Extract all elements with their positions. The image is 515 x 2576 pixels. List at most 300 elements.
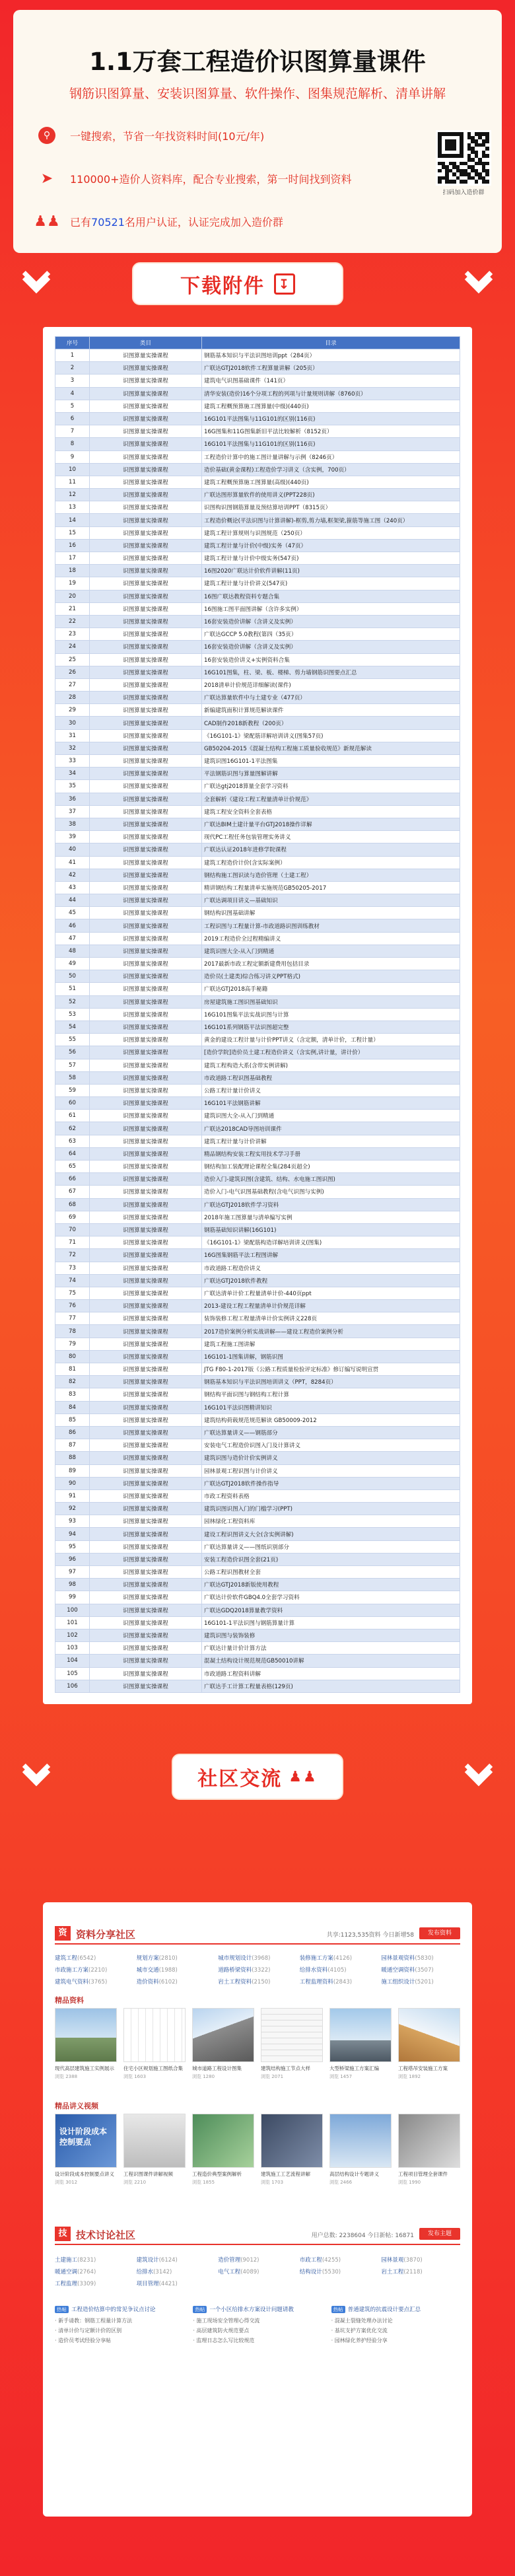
thumbnail-image[interactable] xyxy=(329,2008,392,2062)
thumbnail-image[interactable] xyxy=(192,2008,254,2062)
row-directory[interactable]: 建筑工程概预算施工图算量(高级)(440页) xyxy=(202,476,460,488)
row-category: 识图算量实操课程 xyxy=(90,958,202,970)
post-title[interactable] xyxy=(331,2305,460,2313)
row-index: 19 xyxy=(55,577,90,590)
row-category: 识图算量实操课程 xyxy=(90,742,202,754)
row-directory[interactable]: 广联达清单计价工程量清单计价-440页ppt xyxy=(202,1287,460,1299)
users-count: 70521 xyxy=(91,215,125,229)
forum-link[interactable] xyxy=(300,1954,379,1962)
row-directory[interactable]: 工程识图与工程量计算-市政道路识图训练教材 xyxy=(202,919,460,932)
forum-link-count: (4126) xyxy=(333,1955,353,1962)
forum-link[interactable] xyxy=(137,2268,216,2275)
row-directory[interactable]: 钢结构平面识图与钢结构工程计算 xyxy=(202,1388,460,1401)
publish-topic-button[interactable]: 发布主题 xyxy=(419,2228,460,2240)
row-category: 识图算量实操课程 xyxy=(90,970,202,983)
row-directory[interactable]: 16套安装造价讲解（含讲义及实例） xyxy=(202,615,460,627)
row-category: 识图算量实操课程 xyxy=(90,1503,202,1515)
thumbnail-caption[interactable]: 工程塔吊安装施工方案 xyxy=(398,2065,448,2071)
forum-link-count: (6102) xyxy=(158,1979,178,1986)
row-directory[interactable]: 建筑识图大全-从入门到精通 xyxy=(202,945,460,957)
row-directory[interactable]: 广联达GTJ2018软件学习资料 xyxy=(202,1198,460,1211)
row-directory[interactable]: 精品钢结构安装工程实用技术学习手册 xyxy=(202,1147,460,1160)
thumbnail-caption[interactable]: 工程项目管理全套课件 xyxy=(398,2171,448,2177)
row-directory[interactable]: 公路工程识图教材全套 xyxy=(202,1566,460,1579)
row-directory[interactable]: 广联达GTJ2018软件教程 xyxy=(202,1274,460,1287)
table-row xyxy=(55,1312,460,1325)
row-directory[interactable]: 广联达计量计价计算方法 xyxy=(202,1642,460,1655)
row-category: 识图算量实操课程 xyxy=(90,1401,202,1413)
row-directory[interactable]: 安装工程造价识图全套(21页) xyxy=(202,1553,460,1565)
row-index: 35 xyxy=(55,780,90,793)
row-category: 识图算量实操课程 xyxy=(90,1071,202,1084)
forum-link[interactable] xyxy=(55,1954,134,1962)
row-directory[interactable]: 建筑工程计量与计价讲解 xyxy=(202,1135,460,1147)
forum-link[interactable] xyxy=(55,2256,134,2264)
thumbnail-caption[interactable]: 设计阶段成本控制要点讲义 xyxy=(55,2171,114,2177)
row-directory[interactable]: 广联达算量软件中与土建专业（477页） xyxy=(202,692,460,704)
row-directory[interactable]: 钢筋基本知识与平法识图培训ppt（284页） xyxy=(202,349,460,362)
table-row xyxy=(55,1477,460,1489)
row-category: 识图算量实操课程 xyxy=(90,1464,202,1477)
row-category: 识图算量实操课程 xyxy=(90,1350,202,1363)
users-prefix: 已有 xyxy=(70,215,92,229)
table-row xyxy=(55,1655,460,1667)
row-directory[interactable]: 市政道路工程资料讲解 xyxy=(202,1667,460,1680)
post-link[interactable]: · 造价员考试经验分享帖 xyxy=(55,2338,112,2343)
row-directory[interactable]: 安装电气工程造价识图入门及计算讲义 xyxy=(202,1439,460,1452)
thumbnail-caption[interactable]: 高层结构设计专题讲义 xyxy=(329,2171,379,2177)
row-index: 38 xyxy=(55,818,90,830)
thumbnail-caption[interactable]: 城市道路工程设计图集 xyxy=(192,2065,242,2071)
row-directory[interactable]: 16G101平法图集与11G101的区别(116页) xyxy=(202,412,460,425)
forum-link[interactable] xyxy=(300,1978,379,1986)
table-row xyxy=(55,653,460,666)
table-row xyxy=(55,1161,460,1173)
row-directory[interactable]: 16套安装造价讲义+实例资料合集 xyxy=(202,653,460,666)
forum-link[interactable] xyxy=(381,2256,460,2264)
thumbnail-caption[interactable]: 建筑结构施工节点大样 xyxy=(261,2065,310,2071)
forum-link-count: (2764) xyxy=(77,2269,96,2275)
row-directory[interactable]: 广联达GCCP 5.0教程(第四（35页） xyxy=(202,628,460,641)
table-row xyxy=(55,678,460,691)
post-column xyxy=(55,2305,184,2347)
publish-resource-button[interactable]: 发布资料 xyxy=(419,1927,460,1939)
thumbnail-caption[interactable]: 工程造价典型案例解析 xyxy=(192,2171,242,2177)
post-link[interactable]: · 新手请教：钢筋工程量计算方法 xyxy=(55,2318,133,2324)
row-directory[interactable]: 钢结构施工图识读与造价管理（土建工程） xyxy=(202,869,460,881)
row-directory[interactable]: 建设工程识图讲义大全(含实例讲解) xyxy=(202,1528,460,1540)
row-category: 识图算量实操课程 xyxy=(90,526,202,539)
row-directory[interactable]: 园林绿化工程资料库 xyxy=(202,1515,460,1528)
forum-link[interactable] xyxy=(381,2268,460,2275)
col-header-directory: 目录 xyxy=(202,337,460,349)
row-directory[interactable]: 造价入门-建筑识图(含建筑、结构、水电施工图识图) xyxy=(202,1173,460,1186)
row-directory[interactable]: 广联达2018CAD导图培训课件 xyxy=(202,1122,460,1135)
thumbnail-meta: 浏览 1457 xyxy=(329,2074,353,2079)
row-category: 识图算量实操课程 xyxy=(90,602,202,615)
forum-link-label: 城市规划设计 xyxy=(218,1955,252,1962)
row-directory[interactable]: 广联达手工计算工程量表格(129页) xyxy=(202,1680,460,1692)
thumbnail-card[interactable] xyxy=(261,2114,323,2186)
row-directory[interactable]: 公路工程计量计价讲义 xyxy=(202,1084,460,1096)
table-row xyxy=(55,1338,460,1350)
forum-link[interactable] xyxy=(218,2256,297,2264)
row-directory[interactable]: 建筑工程安全资料全套表格 xyxy=(202,805,460,818)
row-directory[interactable]: 广联达调项目讲义—基础知识 xyxy=(202,894,460,907)
row-category: 识图算量实操课程 xyxy=(90,1579,202,1591)
post-title[interactable] xyxy=(55,2305,184,2313)
thumbnail-meta: 浏览 2466 xyxy=(329,2180,353,2185)
row-directory[interactable]: 广联达GTJ2018软件操作指导 xyxy=(202,1477,460,1489)
row-category: 识图算量实操课程 xyxy=(90,1553,202,1565)
row-directory[interactable]: 全套解析《建设工程工程量清单计价规范》 xyxy=(202,793,460,805)
row-directory[interactable]: 识图构识图钢筋算量及预结算培训PPT（8315页） xyxy=(202,501,460,514)
thumbnail-image[interactable] xyxy=(123,2008,186,2062)
qr-caption: 扫码加入造价群 xyxy=(442,190,485,196)
table-row xyxy=(55,970,460,983)
row-directory[interactable]: 房屋建筑施工图识图基础知识 xyxy=(202,995,460,1008)
thumbnail-card[interactable] xyxy=(398,2114,460,2186)
table-row xyxy=(55,995,460,1008)
row-directory[interactable]: GB50204-2015《混凝土结构工程施工质量验收规范》新规范解读 xyxy=(202,742,460,754)
row-directory[interactable]: 2018年施工图算量与清单编写实例 xyxy=(202,1211,460,1223)
row-directory[interactable]: 装饰装修工程工程量清单计价实例讲义228页 xyxy=(202,1312,460,1325)
table-row xyxy=(55,1540,460,1553)
table-row xyxy=(55,1249,460,1262)
row-directory[interactable]: 建筑识图与造价计价实例讲义 xyxy=(202,1452,460,1464)
row-index: 40 xyxy=(55,843,90,856)
row-directory[interactable]: 建筑识图识图入门的门槛学习(PPT) xyxy=(202,1503,460,1515)
row-directory[interactable]: 16G图集和11G图集新旧平法比较解析（8152页） xyxy=(202,425,460,438)
post-link[interactable]: · 施工现场安全管理心得交流 xyxy=(193,2318,260,2324)
table-row xyxy=(55,932,460,945)
thumbnail-card[interactable] xyxy=(55,2114,117,2186)
table-row xyxy=(55,1173,460,1186)
thumbnail-caption[interactable]: 工程识图课件讲解视频 xyxy=(123,2171,173,2177)
row-directory[interactable]: 建筑识图16G101-1平法图集 xyxy=(202,755,460,768)
forum-link-label: 电气工程 xyxy=(218,2269,241,2275)
course-table xyxy=(55,336,460,1693)
row-index: 29 xyxy=(55,704,90,717)
row-index: 23 xyxy=(55,628,90,641)
forum-link[interactable] xyxy=(218,1966,297,1974)
row-index: 106 xyxy=(55,1680,90,1692)
row-category: 识图算量实操课程 xyxy=(90,793,202,805)
forum-link[interactable] xyxy=(137,2256,216,2264)
row-directory[interactable]: 16图广联达教程资料专题合集 xyxy=(202,590,460,602)
row-directory[interactable]: 16G101系列钢筋平法识图超完整 xyxy=(202,1020,460,1033)
row-directory[interactable]: 市政道路工程造价讲义 xyxy=(202,1262,460,1274)
table-row xyxy=(55,565,460,577)
forum-link-label: 造价管理 xyxy=(218,2257,241,2264)
row-category: 识图算量实操课程 xyxy=(90,1300,202,1312)
row-directory[interactable]: 16G图集钢筋平法工程图讲解 xyxy=(202,1249,460,1262)
thumbnail-image[interactable] xyxy=(55,2114,117,2168)
forum-link-count: (6124) xyxy=(158,2257,178,2264)
thumbnail-caption[interactable]: 建筑施工工艺流程讲解 xyxy=(261,2171,310,2177)
row-directory[interactable]: 16套安装造价讲解（含讲义及实例） xyxy=(202,641,460,653)
thumbnail-image[interactable] xyxy=(398,2114,460,2168)
forum-link-label: 结构设计 xyxy=(299,2269,322,2275)
qr-code-block[interactable] xyxy=(436,130,491,196)
row-directory[interactable]: 广联达认证2018年进修学院课程 xyxy=(202,843,460,856)
thumbnail-caption[interactable]: 现代高层建筑施工实例展示 xyxy=(55,2065,114,2071)
row-directory[interactable]: 广联达GTJ2018高手秘籍 xyxy=(202,983,460,995)
qr-code-icon[interactable] xyxy=(436,130,491,186)
row-category: 识图算量实操课程 xyxy=(90,869,202,881)
table-row xyxy=(55,1350,460,1363)
forum-link-label: 土建施工 xyxy=(55,2257,78,2264)
thumbnail-caption[interactable]: 大型桥梁施工方案汇编 xyxy=(329,2065,379,2071)
row-directory[interactable]: 建筑识图与装饰装修 xyxy=(202,1629,460,1641)
row-directory[interactable]: 造价员(土建类)综合练习讲义PPT格式) xyxy=(202,970,460,983)
row-directory[interactable]: 造价基础(黄金课程)工程造价学习讲义（含实例，700页） xyxy=(202,463,460,476)
row-directory[interactable]: 广联达BIM土建计量平台GTJ2018操作详解 xyxy=(202,818,460,830)
row-directory[interactable]: 建筑工程计量与计价中级实务(547页) xyxy=(202,552,460,565)
forum-share-title[interactable]: 资料分享社区 xyxy=(76,1929,136,1941)
row-directory[interactable]: 16图2020广联达计价软件讲解(11页) xyxy=(202,565,460,577)
forum-link-count: (2810) xyxy=(158,1955,178,1962)
row-directory[interactable]: 广联达gtj2018算量全套学习资料 xyxy=(202,780,460,793)
forum-link[interactable] xyxy=(300,2268,379,2275)
post-link[interactable]: · 高层建筑防火规范要点 xyxy=(193,2328,250,2334)
row-directory[interactable]: 《16G101-1》梁配筋构造详解培训讲义(图集) xyxy=(202,1236,460,1249)
row-category: 识图算量实操课程 xyxy=(90,1477,202,1489)
row-directory[interactable]: 新编建筑面积计算规范解读课件 xyxy=(202,704,460,717)
row-index: 102 xyxy=(55,1629,90,1641)
row-directory[interactable]: 建筑电气识图基础课件（141页） xyxy=(202,375,460,387)
row-directory[interactable]: 2019工程造价全过程精编讲义 xyxy=(202,932,460,945)
row-index: 49 xyxy=(55,958,90,970)
row-index: 65 xyxy=(55,1161,90,1173)
row-directory[interactable]: [造价学院]造价员土建工程造价讲义（含实例,讲计量，讲计价） xyxy=(202,1046,460,1059)
row-category: 识图算量实操课程 xyxy=(90,1515,202,1528)
row-directory[interactable]: 钢筋基本知识与平法识图培训讲义（PPT，8284页） xyxy=(202,1376,460,1388)
forum-share-header xyxy=(55,1922,460,1945)
row-directory[interactable]: 16G101平法钢筋讲解 xyxy=(202,1097,460,1110)
row-directory[interactable]: 黄金的建设工程计量与计价PPT讲义（含定额，清单计价，工程计量） xyxy=(202,1034,460,1046)
thumbnail-caption[interactable]: 住宅小区规划施工图纸合集 xyxy=(123,2065,183,2071)
row-category: 识图算量实操课程 xyxy=(90,666,202,678)
row-index: 30 xyxy=(55,717,90,729)
forum-link[interactable] xyxy=(381,1954,460,1962)
forum-link[interactable] xyxy=(55,1978,134,1986)
thumbnail-meta: 浏览 1892 xyxy=(398,2074,421,2079)
thumbnail-card[interactable] xyxy=(329,2008,392,2080)
forum-link[interactable] xyxy=(218,1954,297,1962)
row-directory[interactable]: 建筑工程计量与计价讲义(547页) xyxy=(202,577,460,590)
thumbnail-image[interactable] xyxy=(123,2114,186,2168)
forum-link-label: 项目管理 xyxy=(136,2281,159,2287)
row-directory[interactable]: 钢结构加工装配理论课程全集(284页超全) xyxy=(202,1161,460,1173)
forum-tech-title[interactable]: 技术讨论社区 xyxy=(76,2229,136,2241)
post-column xyxy=(331,2305,460,2347)
thumbnail-image[interactable] xyxy=(261,2114,323,2168)
row-directory[interactable]: 2013-建设工程工程量清单计价规范详解 xyxy=(202,1300,460,1312)
thumbnail-image[interactable] xyxy=(192,2114,254,2168)
forum-link-label: 工程监理 xyxy=(55,2281,78,2287)
row-category: 识图算量实操课程 xyxy=(90,501,202,514)
row-category: 识图算量实操课程 xyxy=(90,1655,202,1667)
forum-link[interactable] xyxy=(300,1966,379,1974)
thumbnail-card[interactable] xyxy=(398,2008,460,2080)
row-category: 识图算量实操课程 xyxy=(90,678,202,691)
table-row xyxy=(55,1452,460,1464)
forum-link[interactable] xyxy=(55,2279,134,2287)
thumbnail-card[interactable] xyxy=(192,2008,254,2080)
row-index: 45 xyxy=(55,907,90,919)
row-index: 43 xyxy=(55,881,90,894)
row-directory[interactable]: 2018清单计价规范详细解读(课件) xyxy=(202,678,460,691)
row-category: 识图算量实操课程 xyxy=(90,945,202,957)
post-link[interactable]: · 基坑支护方案优化交流 xyxy=(331,2328,388,2334)
post-link[interactable]: · 清单计价与定额计价的区别 xyxy=(55,2328,122,2334)
post-link[interactable]: · 监理日志怎么写比较规范 xyxy=(193,2338,255,2343)
table-row xyxy=(55,1528,460,1540)
row-category: 识图算量实操课程 xyxy=(90,1020,202,1033)
table-row xyxy=(55,1604,460,1616)
row-directory[interactable]: 广联达GDQ2018算量教学资料 xyxy=(202,1604,460,1616)
thumbnail-image[interactable] xyxy=(329,2114,392,2168)
row-directory[interactable]: 现代PC工程任务包装管理实务讲义 xyxy=(202,831,460,843)
row-directory[interactable]: 16G101平法图集与11G101的区别(116页) xyxy=(202,438,460,450)
row-directory[interactable]: 市政工程资料表格 xyxy=(202,1489,460,1502)
row-directory[interactable]: 建筑工程构造大系(含带实例讲解) xyxy=(202,1059,460,1071)
row-directory[interactable]: 16G101图集平法实战识图与计算 xyxy=(202,1008,460,1020)
forum-link-count: (6542) xyxy=(77,1955,96,1962)
thumbnail-image[interactable] xyxy=(55,2008,117,2062)
row-directory[interactable]: 广联达GTJ2018新版使用教程 xyxy=(202,1579,460,1591)
row-directory[interactable]: 16G101-1平法识图与钢筋算量计算 xyxy=(202,1616,460,1629)
forum-logo-icon: 技 xyxy=(55,2227,71,2241)
row-category: 识图算量实操课程 xyxy=(90,590,202,602)
thumbnail-card[interactable] xyxy=(192,2114,254,2186)
row-category: 识图算量实操课程 xyxy=(90,552,202,565)
post-title-text: 普通建筑的抗震设计要点汇总 xyxy=(347,2307,421,2313)
row-category: 识图算量实操课程 xyxy=(90,1540,202,1553)
row-directory[interactable]: 16图施工图平面图讲解（含许多实例） xyxy=(202,602,460,615)
forum-link[interactable] xyxy=(218,1978,297,1986)
row-index: 97 xyxy=(55,1566,90,1579)
users-icon: ♟♟ xyxy=(34,213,60,230)
forum-link[interactable] xyxy=(55,2268,134,2275)
thumbnail-card[interactable] xyxy=(329,2114,392,2186)
row-directory[interactable]: 16G101平法识图精讲知识 xyxy=(202,1401,460,1413)
row-category: 识图算量实操课程 xyxy=(90,1110,202,1122)
forum-link[interactable] xyxy=(218,2268,297,2275)
community-button[interactable] xyxy=(172,1754,343,1800)
forum-link[interactable] xyxy=(137,1954,216,1962)
row-category: 识图算量实操课程 xyxy=(90,450,202,463)
forum-link[interactable] xyxy=(137,1966,216,1974)
thumbnail-image[interactable] xyxy=(398,2008,460,2062)
row-category: 识图算量实操课程 xyxy=(90,375,202,387)
row-directory[interactable]: 工程造价计算中的施工图计量讲解与示例（8246页） xyxy=(202,450,460,463)
forum-link[interactable] xyxy=(300,2256,379,2264)
row-directory[interactable]: 造价入门-电气识图基础教程(含电气识图与实例) xyxy=(202,1186,460,1198)
table-row xyxy=(55,1097,460,1110)
row-directory[interactable]: 广联达算量讲义——图纸识别部分 xyxy=(202,1540,460,1553)
table-row xyxy=(55,1515,460,1528)
row-directory[interactable]: 平法钢筋识图与算量图解讲解 xyxy=(202,768,460,780)
forum-link[interactable] xyxy=(137,2279,216,2287)
download-attachments-button[interactable] xyxy=(132,262,343,305)
row-directory[interactable]: 钢结构识图基础讲解 xyxy=(202,907,460,919)
row-directory[interactable]: 清华安装(造价)16个分项工程的列项与计量规则讲解（8760页） xyxy=(202,387,460,400)
post-title[interactable] xyxy=(193,2305,322,2313)
forum-link[interactable] xyxy=(137,1978,216,1986)
forum-link-count: (4255) xyxy=(322,2257,341,2264)
row-directory[interactable]: 建筑工程计算规则与识图规范（250页） xyxy=(202,526,460,539)
row-directory[interactable]: 2017造价案例分析实战讲解——建设工程造价案例分析 xyxy=(202,1325,460,1338)
forum-tech-stat: 用户总数: 2238604 今日新帖: 16871 xyxy=(311,2233,414,2239)
row-directory[interactable]: 混凝土结构设计规范规范GB50010讲解 xyxy=(202,1655,460,1667)
table-row xyxy=(55,755,460,768)
row-directory[interactable]: 广联达GTJ2018软件工程算量讲解（205页） xyxy=(202,362,460,375)
forum-link[interactable] xyxy=(381,1966,460,1974)
row-directory[interactable]: 市政道路工程识图基础教程 xyxy=(202,1071,460,1084)
table-row xyxy=(55,1300,460,1312)
forum-link-label: 施工组织设计 xyxy=(381,1979,415,1986)
row-directory[interactable]: 广联达图形算量软件的使用讲义(PPT228页) xyxy=(202,489,460,501)
forum-link[interactable] xyxy=(55,1966,134,1974)
row-directory[interactable]: 工程造价概论(平法识图与计算讲解)-框剪,剪力墙,框架梁,箍筋等施工图（240页） xyxy=(202,514,460,526)
row-index: 100 xyxy=(55,1604,90,1616)
table-row xyxy=(55,1135,460,1147)
post-link[interactable]: · 园林绿化养护经验分享 xyxy=(331,2338,388,2343)
row-directory[interactable]: 建筑识图大全-从入门到精通 xyxy=(202,1110,460,1122)
table-row xyxy=(55,1591,460,1604)
table-row xyxy=(55,869,460,881)
thumbnail-image[interactable] xyxy=(261,2008,323,2062)
table-row xyxy=(55,1489,460,1502)
post-link[interactable]: · 混凝土裂缝处理办法讨论 xyxy=(331,2318,393,2324)
table-row xyxy=(55,1046,460,1059)
row-index: 87 xyxy=(55,1439,90,1452)
row-directory[interactable]: 16G101-1图集讲解，钢筋识图 xyxy=(202,1350,460,1363)
row-directory[interactable]: 广联达算量讲义——钢筋部分 xyxy=(202,1426,460,1439)
table-row xyxy=(55,387,460,400)
row-directory[interactable]: 建筑工程施工图讲解 xyxy=(202,1338,460,1350)
row-directory[interactable]: 2017最新市政工程定额新建费用包括目录 xyxy=(202,958,460,970)
forum-link-count: (3765) xyxy=(88,1979,108,1986)
row-directory[interactable]: 建筑工程计量与计价(中级)实务（47页） xyxy=(202,539,460,552)
forum-link[interactable] xyxy=(381,1978,460,1986)
table-row xyxy=(55,1503,460,1515)
row-directory[interactable]: 《16G101-1》梁配筋详解培训讲义(图集57页) xyxy=(202,729,460,742)
row-directory[interactable]: 园林景观工程识图与计价讲义 xyxy=(202,1464,460,1477)
thumbnail-card[interactable] xyxy=(123,2114,186,2186)
row-directory[interactable]: 建筑结构荷载规范规范解读 GB50009-2012 xyxy=(202,1413,460,1426)
row-directory[interactable]: JTG F80-1-2017版《公路工程质量检验评定标准》修订编写说明宣贯 xyxy=(202,1363,460,1376)
row-index: 41 xyxy=(55,856,90,869)
thumbnail-card[interactable] xyxy=(261,2008,323,2080)
gallery-grid xyxy=(55,2008,460,2080)
row-directory[interactable]: 16G101图集，柱、梁、板、楼梯、剪力墙钢筋识图要点汇总 xyxy=(202,666,460,678)
row-directory[interactable]: CAD制作2018新教程（200页） xyxy=(202,717,460,729)
row-directory[interactable]: 精讲钢结构工程量清单实施规范GB50205-2017 xyxy=(202,881,460,894)
row-directory[interactable]: 建筑工程造价计价(含实际案例） xyxy=(202,856,460,869)
row-directory[interactable]: 广联达计价软件GBQ4.0全套学习资料 xyxy=(202,1591,460,1604)
row-category: 识图算量实操课程 xyxy=(90,400,202,412)
row-index: 77 xyxy=(55,1312,90,1325)
thumbnail-card[interactable] xyxy=(55,2008,117,2080)
row-category: 识图算量实操课程 xyxy=(90,831,202,843)
row-directory[interactable]: 钢筋基础知识讲解(16G101) xyxy=(202,1223,460,1236)
thumbnail-card[interactable] xyxy=(123,2008,186,2080)
row-directory[interactable]: 建筑工程概预算施工图算量(中级)(440页) xyxy=(202,400,460,412)
table-row xyxy=(55,1071,460,1084)
